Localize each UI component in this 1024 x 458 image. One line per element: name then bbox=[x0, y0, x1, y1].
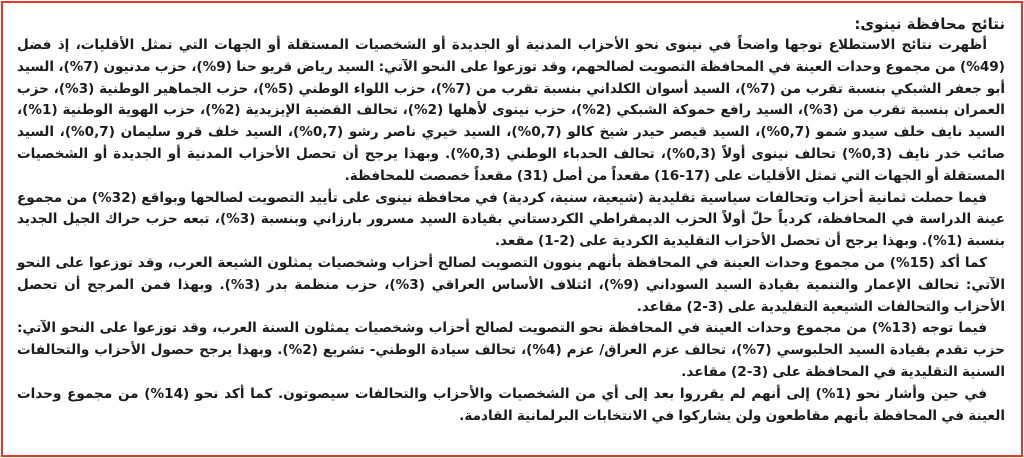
paragraph-undecided-and-boycott: في حين وأشار نحو (1%) إلى أنهم لم يقرروا بعد إلى أي من الشخصيات والأحزاب والتحالفات سيصوتون. كما أكد نحو (14%) من مجموع وحدات العينة في المحافظة بأنهم مقاطعون ولن يشاركوا في الانتخابات البرلمانية القادمة. bbox=[17, 385, 1005, 424]
paragraph-civil-parties-results: أظهرت نتائج الاستطلاع توجها واضحاً في نينوى نحو الأحزاب المدنية أو الجديدة أو الشخصيات المستقلة أو الجهات التي تمثل الأقليات، إذ فضل (49%) من مجموع وحدات العينة في المحافظة التصويت لصالحهم، وقد توزعوا على النحو الآتي: السيد رياض قريو حنا (9%)، حزب مدنيون (7%)، السيد أبو جعفر الشبكي بنسبة تقرب من (7%)، السيد أسوان الكلداني بنسبة تقرب من (7%)، حزب اللواء الوطني (5%)، حزب الجماهير الوطنية (3%)، حزب العمران بنسبة تقرب من (3%)، السيد رافع حموكة الشبكي (2%)، حزب نينوى لأهلها (2%)، تحالف القضية الإيزيدية (2%)، حزب الهوية الوطنية (1%)، السيد نايف خلف سيدو شمو (0,7%)، السيد قيصر حيدر شيخ كالو (0,7%)، السيد خيري ناصر رشو (0,7%)، السيد خلف قرو سليمان (0,7%)، السيد صائب خدر نايف (0,3%) تحالف نينوى أولاً (0,3%)، تحالف الحدباء الوطني (0,3%). وبهذا يرجح أن تحصل الأحزاب المدنية أو الجديدة أو الشخصيات المستقلة أو الجهات التي تمثل الأقليات على (17-16) مقعداً من أصل (31) مقعداً خصصت للمحافظة. bbox=[17, 37, 1006, 184]
paragraph-shia-parties: كما أكد (15%) من مجموع وحدات العينة في المحافظة بأنهم ينوون التصويت لصالح أحزاب وشخصيات يمثلون الشيعة العرب، وقد توزعوا على النحو الآتي: تحالف الإعمار والتنمية بقيادة السيد السوداني (9%)، ائتلاف الأساس العراقي (3%)، حزب منظمة بدر (3%). وبهذا فمن المرجح أن تحصل الأحزاب والتحالفات الشيعية التقليدية على (3-2) مقاعد. bbox=[17, 254, 1005, 315]
paragraph-traditional-kurdish-parties: فيما حصلت ثمانية أحزاب وتحالفات سياسية تقليدية (شيعية، سنية، كردية) في محافظة نينوى على تأييد التصويت لصالحها وبواقع (32%) من مجموع عينة الدراسة في المحافظة، كردياً حلّ أولاً الحزب الديمقراطي الكردستاني بقيادة السيد مسرور بارزاني وبنسبة (3%)، تبعه حزب حراك الجيل الجديد بنسبة (1%). وبهذا يرجح أن تحصل الأحزاب التقليدية الكردية على (2-1) مقعد. bbox=[17, 189, 1005, 250]
document-frame bbox=[1, 1, 1023, 457]
paragraph-sunni-parties: فيما توجه (13%) من مجموع وحدات العينة في المحافظة نحو التصويت لصالح أحزاب وشخصيات يمثلون السنة العرب، وقد توزعوا على النحو الآتي: حزب تقدم بقيادة السيد الحلبوسي (7%)، تحالف عزم العراق/ عزم (4%)، تحالف سيادة الوطني- تشريع (2%). وبهذا يرجح حصول الأحزاب والتحالفات السنية التقليدية في المحافظة على (3-2) مقاعد. bbox=[17, 320, 1005, 380]
page-title: نتائج محافظة نينوى: bbox=[854, 15, 1005, 33]
